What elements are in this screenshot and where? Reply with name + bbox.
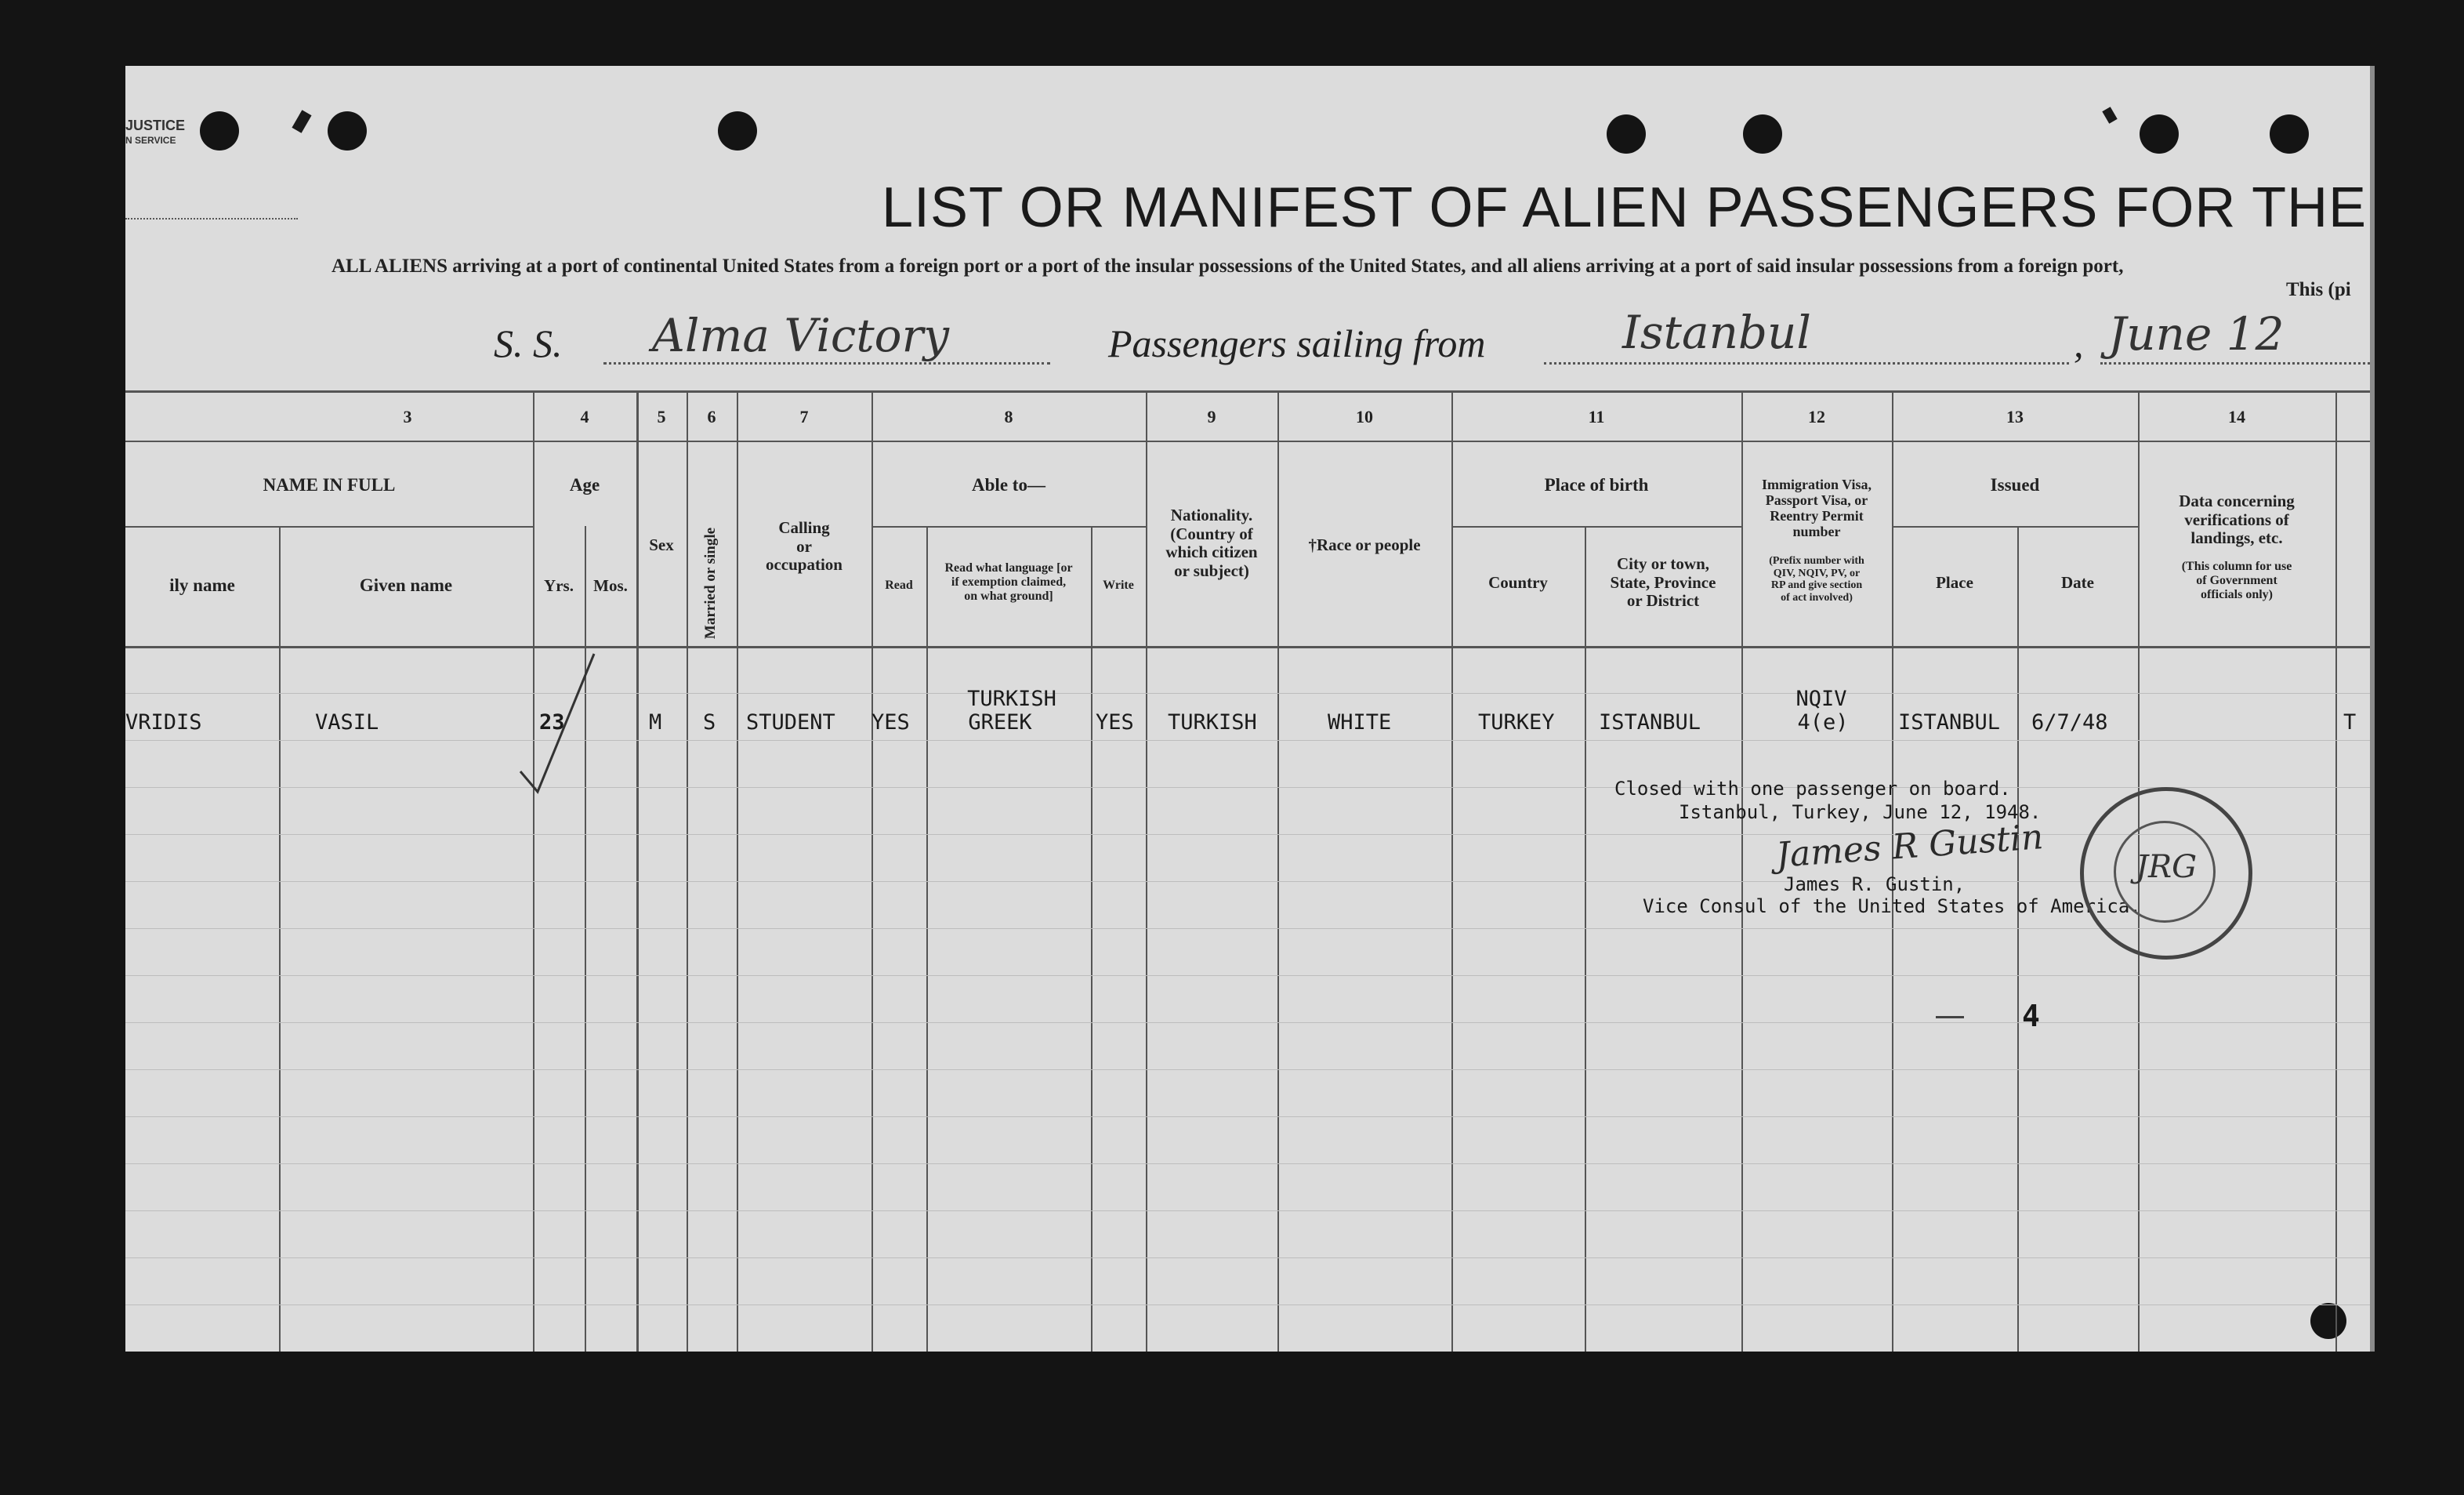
header-mos: Mos. [593,576,628,595]
header-sex: Sex [649,535,674,554]
header-city: City or town, State, Province or District [1610,554,1716,611]
col-number: 14 [2228,407,2245,426]
passenger-visa-section: 4(e) [1797,710,1849,735]
header-write: Write [1103,579,1134,592]
header-age: Age [569,475,600,495]
column-divider [1892,390,1893,1352]
ink-speck [292,110,311,133]
passenger-issued-place: ISTANBUL [1898,710,2001,735]
col-number: 12 [1808,407,1825,426]
header-read-language: Read what language [or if exemption claimed, on what ground] [944,561,1073,603]
col-number: 11 [1588,407,1605,426]
punch-hole [1743,114,1782,154]
header-issued: Issued [1990,475,2040,495]
punch-hole [2310,1303,2346,1339]
header-able-to: Able to— [972,475,1045,495]
row-rule [125,1163,2370,1164]
column-divider [533,390,534,1352]
passenger-given-name: VASIL [315,710,379,735]
header-calling: Calling or occupation [765,518,842,575]
passenger-family-name: VRIDIS [125,710,202,735]
header-data-concerning: Data concerning verifications of landings, etc. [2179,492,2295,548]
ship-name-dotted-line [603,362,1050,365]
sailing-label: Passengers sailing from [1108,321,1486,365]
header-data-note: (This column for use of Government officials only) [2181,560,2292,601]
consul-signature: James R Gustin [1774,817,2045,876]
punch-hole [328,111,367,151]
col-number: 8 [1004,407,1013,426]
header-place-of-birth: Place of birth [1544,475,1649,495]
comma: , [2074,321,2084,365]
paper-right-edge [2370,66,2375,1352]
row-rule [125,1069,2370,1070]
header-mid-rule [125,526,533,528]
page-number: 4 [2022,999,2040,1033]
col-number: 10 [1356,407,1373,426]
row-rule [125,1210,2370,1211]
manifest-subtitle: ALL ALIENS arriving at a port of continental United States from a foreign port or a port of the insular possessions of the United States, and all aliens arriving at a port of said insular possessions from a foreign port, [332,256,2124,277]
header-country: Country [1488,573,1548,592]
col-number: 6 [707,407,716,426]
column-divider [2335,390,2337,1352]
date-dotted-line [2100,362,2370,365]
number-row-rule [125,441,2370,442]
consul-name: James R. Gustin, [1784,873,1966,895]
header-date: Date [2061,573,2094,592]
passenger-birth-country: TURKEY [1478,710,1555,735]
header-race: †Race or people [1308,535,1421,554]
row-rule [125,1116,2370,1117]
port-dotted-line [1544,362,2069,365]
row-rule [125,928,2370,929]
manifest-title: LIST OR MANIFEST OF ALIEN PASSENGERS FOR THE [882,176,2368,239]
column-divider [1091,526,1092,1352]
departure-port: Istanbul [1622,306,1811,359]
row-rule [125,1304,2370,1305]
header-name-in-full: NAME IN FULL [263,475,396,495]
passenger-visa-number: NQIV [1795,687,1847,711]
column-divider [1451,390,1453,1352]
passenger-language-1: TURKISH [967,687,1056,711]
punch-hole [2140,114,2179,154]
column-divider [1277,390,1279,1352]
header-mid-rule [1892,526,2138,528]
row-rule [125,975,2370,976]
row-rule [125,1257,2370,1258]
col-number: 9 [1207,407,1216,426]
ship-name: Alma Victory [652,309,950,362]
column-divider [1585,526,1586,1352]
header-married-or-single: Married or single [702,527,719,640]
ship-prefix: S. S. [494,321,563,365]
header-read: Read [885,579,913,592]
manifest-subtitle-2: This (pi [2286,279,2351,300]
header-bottom-rule [125,646,2370,648]
closing-line-1: Closed with one passenger on board. [1614,778,2011,800]
row-rule [125,787,2370,788]
header-place: Place [1936,573,1973,592]
passenger-race: WHITE [1328,710,1392,735]
punch-hole [200,111,239,151]
passenger-birth-city: ISTANBUL [1599,710,1701,735]
passenger-can-write: YES [1096,710,1134,735]
passenger-sex: M [649,710,662,735]
row-rule [125,740,2370,741]
column-divider [871,390,873,1352]
table-top-rule [125,390,2370,393]
row-rule [125,881,2370,882]
page-mark-dash [1936,1016,1964,1018]
passenger-age: 23 [539,710,565,735]
column-divider [636,390,639,1352]
col-number: 3 [403,407,412,426]
header-mid-rule [871,526,1146,528]
column-divider [687,390,688,1352]
agency-line-2: N SERVICE [125,135,176,146]
punch-hole [2270,114,2309,154]
header-yrs: Yrs. [544,576,574,595]
punch-hole [1607,114,1646,154]
manifest-sheet [125,66,2370,1352]
header-family-name: ily name [169,575,235,595]
closing-line-2: Istanbul, Turkey, June 12, 1948. [1679,801,2042,823]
agency-rule [125,218,298,220]
header-visa-note: (Prefix number with QIV, NQIV, PV, or RP and give section of act involved) [1769,555,1864,604]
col-number: 4 [580,407,589,426]
passenger-language-2: GREEK [968,710,1032,735]
passenger-marital-status: S [703,710,716,735]
passenger-edge-letter: T [2343,710,2357,735]
col-number: 7 [799,407,809,426]
column-divider [2017,526,2019,1352]
col-number: 13 [2006,407,2024,426]
consul-title: Vice Consul of the United States of America. [1643,895,2141,917]
sailing-date: June 12 [2108,307,2285,361]
passenger-issued-date: 6/7/48 [2031,710,2108,735]
passenger-occupation: STUDENT [746,710,835,735]
passenger-can-read: YES [871,710,910,735]
column-divider [279,526,281,1352]
header-visa: Immigration Visa, Passport Visa, or Reentry Permit number [1761,477,1872,540]
header-nationality: Nationality. (Country of which citizen or subject) [1165,506,1258,580]
header-mid-rule [1451,526,1741,528]
passenger-nationality: TURKISH [1168,710,1257,735]
consular-seal [2080,787,2252,960]
row-rule [125,693,2370,694]
ink-speck [2102,107,2117,124]
seal-initials: JRG [2136,849,2198,885]
col-number: 5 [657,407,666,426]
column-divider [926,526,928,1352]
header-given-name: Given name [359,575,453,595]
punch-hole [718,111,757,151]
agency-line-1: JUSTICE [125,118,186,133]
